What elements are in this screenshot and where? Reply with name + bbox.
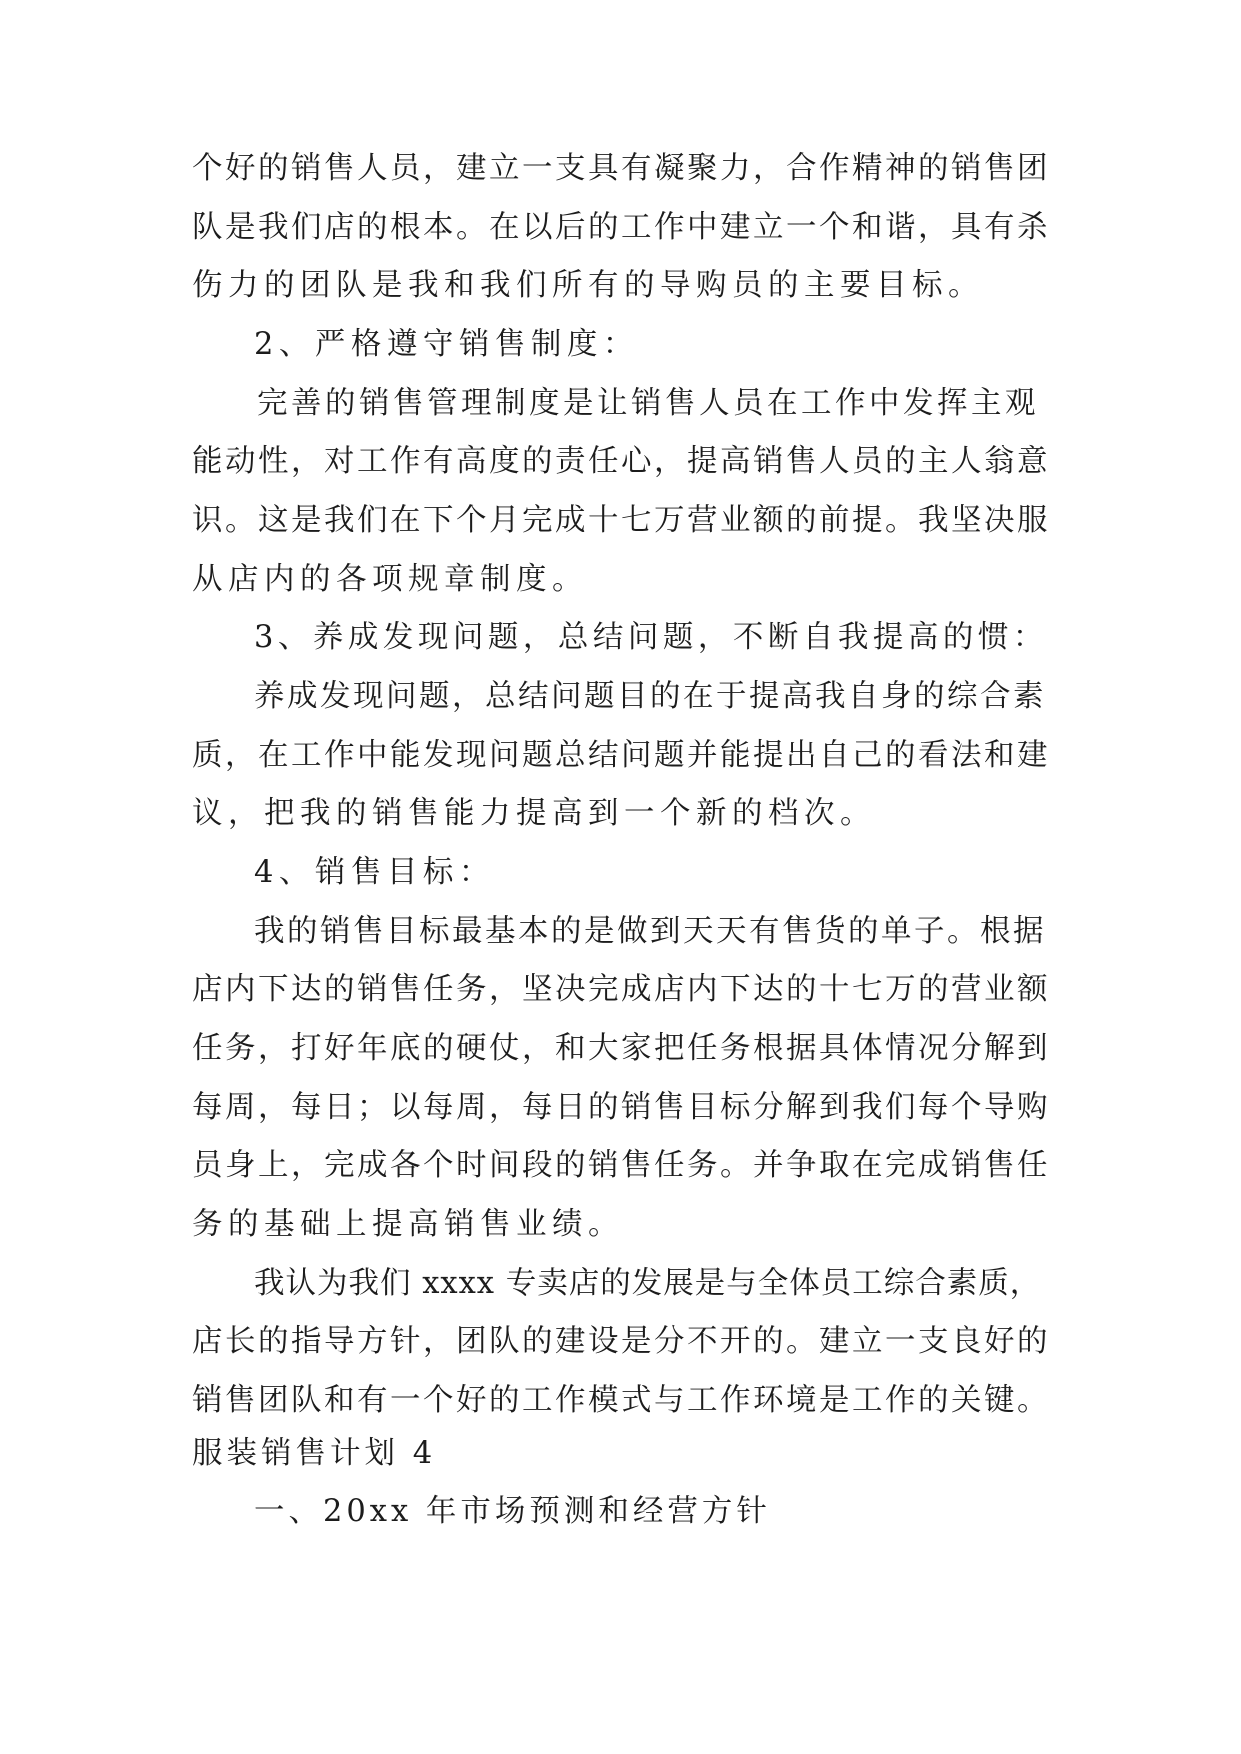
- paragraph-line: 每周，每日；以每周，每日的销售目标分解到我们每个导购: [192, 1090, 1050, 1125]
- paragraph-line: 我认为我们 xxxx 专卖店的发展是与全体员工综合素质，: [254, 1266, 1042, 1301]
- paragraph-line: 员身上，完成各个时间段的销售任务。并争取在完成销售任: [192, 1148, 1050, 1183]
- paragraph-line: 个好的销售人员，建立一支具有凝聚力，合作精神的销售团: [192, 151, 1050, 186]
- paragraph-line: 从店内的各项规章制度。: [192, 562, 588, 597]
- paragraph-line: 养成发现问题，总结问题目的在于提高我自身的综合素: [254, 679, 1046, 714]
- paragraph-line: 能动性，对工作有高度的责任心，提高销售人员的主人翁意: [192, 444, 1050, 479]
- paragraph-line: 伤力的团队是我和我们所有的导购员的主要目标。: [192, 268, 984, 303]
- paragraph-line: 任务，打好年底的硬仗，和大家把任务根据具体情况分解到: [192, 1031, 1050, 1066]
- section-heading: 4、销售目标：: [254, 855, 495, 890]
- paragraph-line: 店长的指导方针，团队的建设是分不开的。建立一支良好的: [192, 1324, 1050, 1359]
- section-heading: 3、养成发现问题，总结问题，不断自我提高的惯：: [254, 620, 1048, 655]
- paragraph-line: 识。这是我们在下个月完成十七万营业额的前提。我坚决服: [192, 503, 1050, 538]
- paragraph-line: 议，把我的销售能力提高到一个新的档次。: [192, 796, 876, 831]
- paragraph-line: 店内下达的销售任务，坚决完成店内下达的十七万的营业额: [192, 972, 1050, 1007]
- paragraph-line: 完善的销售管理制度是让销售人员在工作中发挥主观: [257, 386, 1039, 421]
- section-heading: 一、20xx 年市场预测和经营方针: [254, 1494, 771, 1529]
- paragraph-line: 销售团队和有一个好的工作模式与工作环境是工作的关键。: [192, 1383, 1050, 1418]
- paragraph-line: 我的销售目标最基本的是做到天天有售货的单子。根据: [254, 914, 1046, 949]
- paragraph-line: 质，在工作中能发现问题总结问题并能提出自己的看法和建: [192, 738, 1050, 773]
- section-heading: 2、严格遵守销售制度：: [254, 327, 639, 362]
- section-title: 服装销售计划 4: [192, 1436, 437, 1471]
- paragraph-line: 务的基础上提高销售业绩。: [192, 1207, 624, 1242]
- paragraph-line: 队是我们店的根本。在以后的工作中建立一个和谐，具有杀: [192, 210, 1050, 245]
